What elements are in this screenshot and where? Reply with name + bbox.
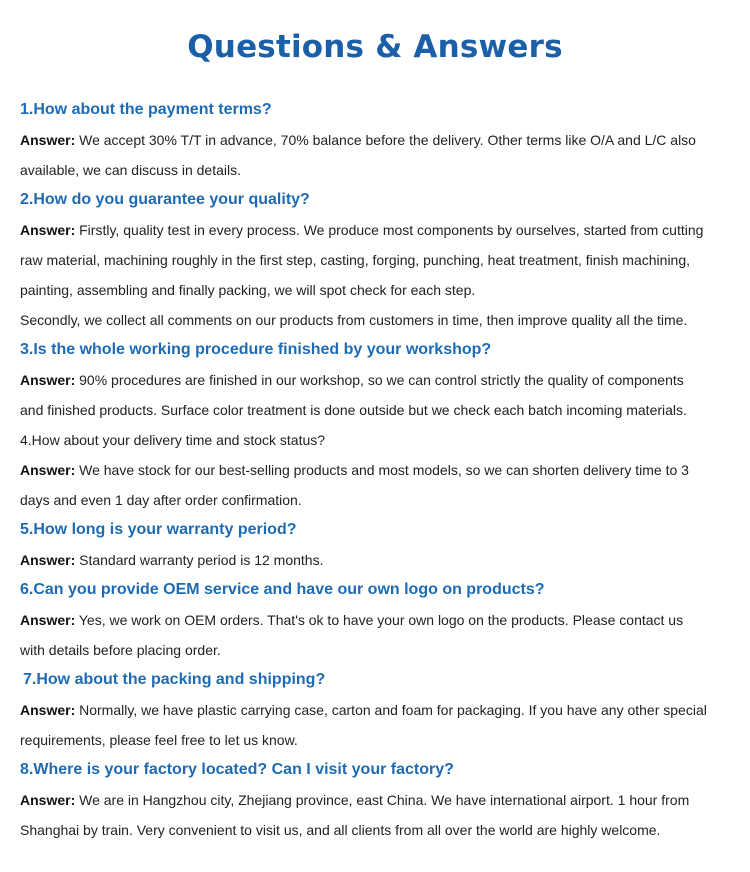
question-3: 3.Is the whole working procedure finished by your workshop? [20,341,492,358]
answer-label: Answer: [20,702,76,718]
question-5: 5.How long is your warranty period? [20,521,297,538]
answer-1-line-1 [20,125,720,155]
answer-2-line-1 [20,215,720,245]
answer-text: We have stock for our best-selling products and most models, so we can shorten delivery time to 3 [79,462,689,478]
answer-label: Answer: [20,792,76,808]
answer-5-line-1 [20,545,720,575]
answer-7-line-1 [20,695,720,725]
answer-1-line-2: available, we can discuss in details. [20,162,242,178]
answer-text: Standard warranty period is 12 months. [79,552,324,568]
answer-label: Answer: [20,462,76,478]
answer-text: We are in Hangzhou city, Zhejiang province, east China. We have international airport. 1 hour from [79,792,690,808]
answer-text: Yes, we work on OEM orders. That's ok to have your own logo on the products. Please contact us [78,612,684,628]
qa-list [20,95,720,845]
answer-2-line-2: raw material, machining roughly in the first step, casting, forging, punching, heat treatment, finish machining, [20,252,691,268]
answer-2-line-3: painting, assembling and finally packing, we will spot check for each step. [20,282,476,298]
answer-text: We accept 30% T/T in advance, 70% balance before the delivery. Other terms like O/A and L/C also [79,132,696,148]
question-1: 1.How about the payment terms? [20,101,272,118]
answer-4-line-1 [20,455,720,485]
question-8: 8.Where is your factory located? Can I visit your factory? [20,761,454,778]
answer-7-line-2: requirements, please feel free to let us know. [20,732,298,748]
answer-6-line-1 [20,605,720,635]
answer-label: Answer: [20,552,76,568]
answer-4-line-2: days and even 1 day after order confirmation. [20,492,302,508]
answer-text: 90% procedures are finished in our workshop, so we can control strictly the quality of components [79,372,684,388]
answer-label: Answer: [20,372,76,388]
answer-8-line-2: Shanghai by train. Very convenient to visit us, and all clients from all over the world are highly welcome. [20,822,661,838]
answer-3-line-2: and finished products. Surface color treatment is done outside but we check each batch incoming materials. [20,402,687,418]
answer-6-line-2: with details before placing order. [20,642,221,658]
answer-3-line-1 [20,365,720,395]
answer-text: Normally, we have plastic carrying case, carton and foam for packaging. If you have any other special [79,702,707,718]
answer-2-line-4: Secondly, we collect all comments on our products from customers in time, then improve quality all the time. [20,312,688,328]
question-6: 6.Can you provide OEM service and have our own logo on products? [20,581,545,598]
page-title: Questions & Answers [187,29,563,65]
answer-text: Firstly, quality test in every process. We produce most components by ourselves, started from cutting [79,222,704,238]
answer-8-line-1 [20,785,720,815]
answer-label: Answer: [20,612,76,628]
answer-label: Answer: [20,132,76,148]
question-7: 7.How about the packing and shipping? [23,671,326,688]
question-4: 4.How about your delivery time and stock status? [20,432,326,448]
answer-label: Answer: [20,222,76,238]
question-2: 2.How do you guarantee your quality? [20,191,310,208]
